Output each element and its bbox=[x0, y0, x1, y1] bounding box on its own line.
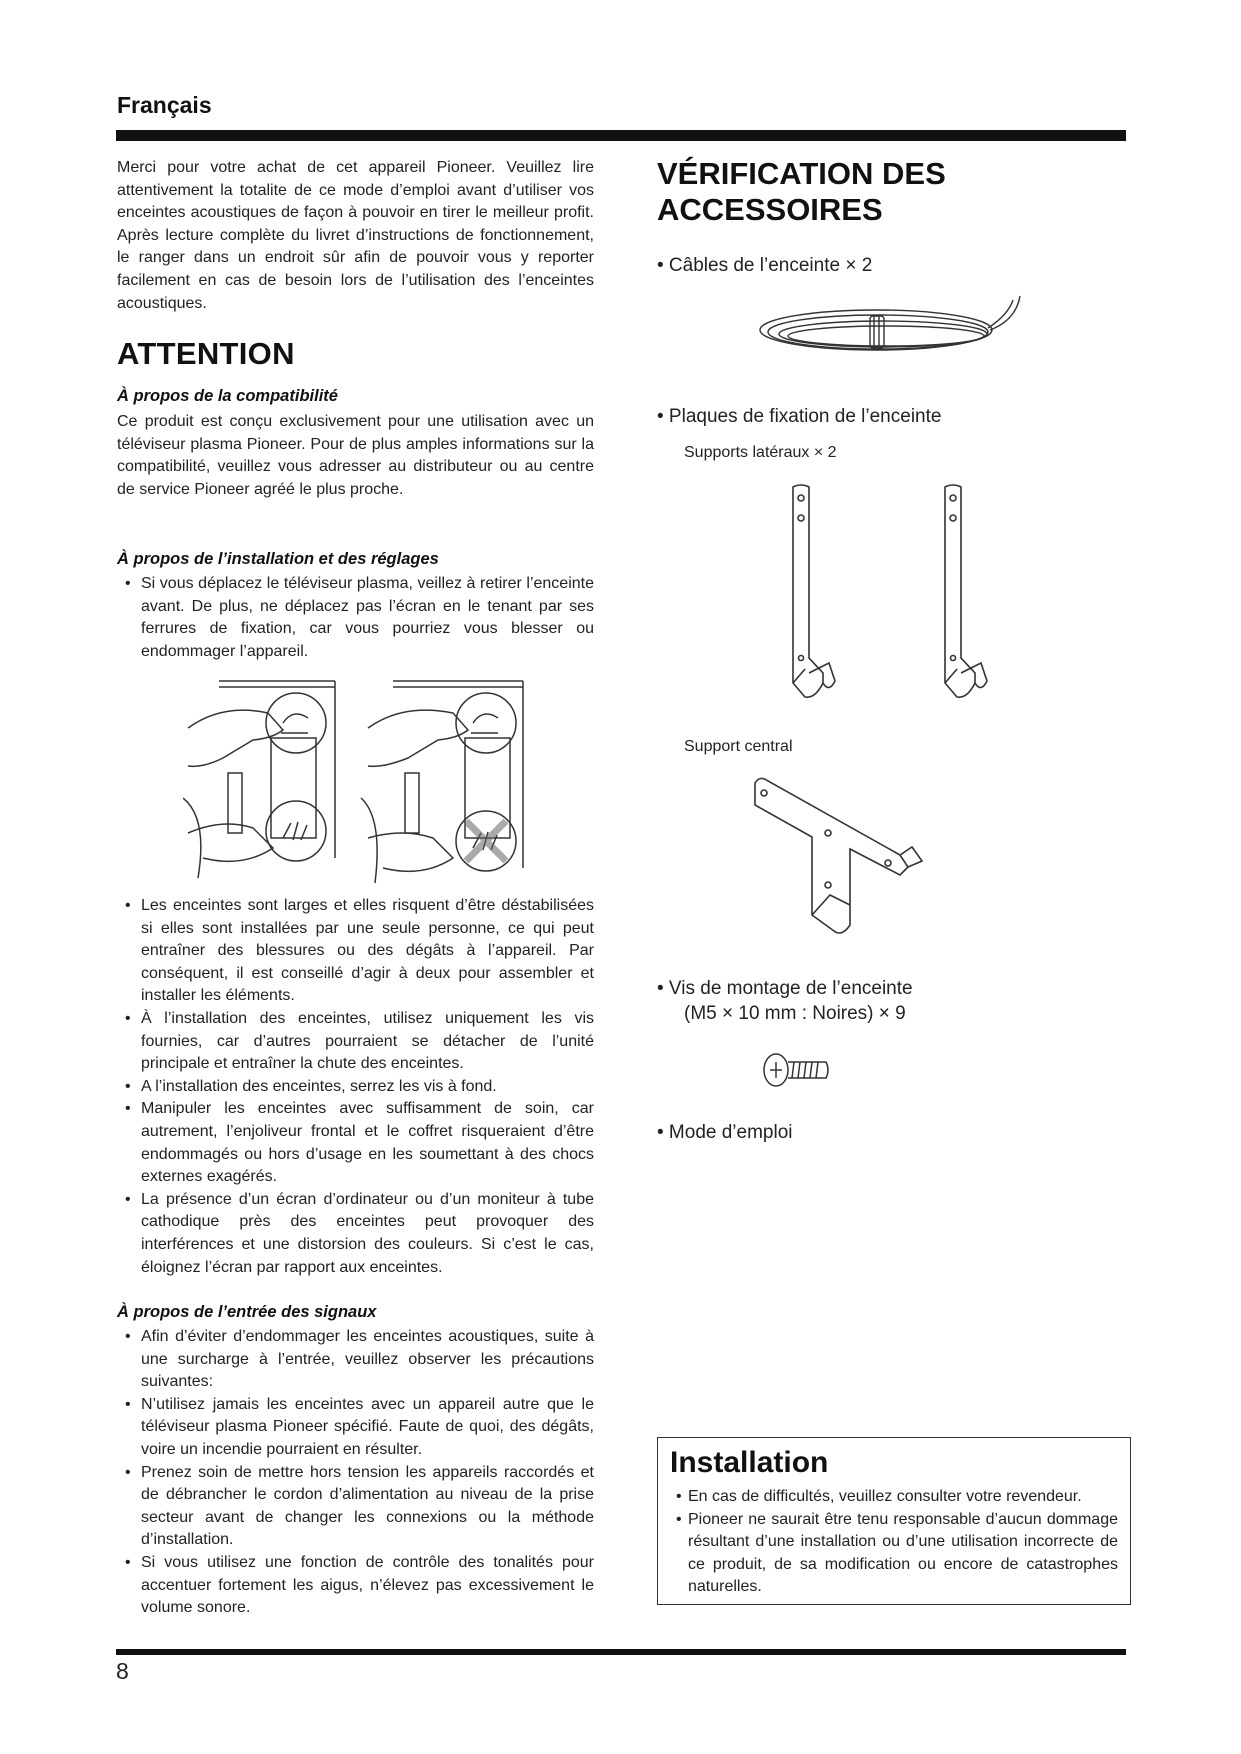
attention-bullet: • Manipuler les enceintes avec suffisamment de soin, car autrement, l’enjoliveur frontal et le coffret risqueraient d’être endommagés ou hors d’usage en les soumettant à des chocs externes exagérés. bbox=[117, 1098, 594, 1188]
intro-paragraph: Merci pour votre achat de cet appareil Pioneer. Veuillez lire attentivement la totalite de ce mode d’emploi avant d’utiliser vos enceintes acoustiques de façon à pouvoir en tirer le meilleur profit. Après lecture complète du livret d’instructions de fonctionnement, le ranger dans un endroit sûr afin de pouvoir vous y reporter facilement en cas de besoin lors de l’utilisation des l’enceintes acoustiques. bbox=[117, 159, 594, 312]
installation-bullet-list bbox=[670, 1486, 1118, 1599]
signal-bullet-list bbox=[117, 1326, 594, 1620]
install-bullet: • Si vous déplacez le téléviseur plasma, veillez à retirer l’enceinte avant. De plus, ne déplacez pas l’écran en le tenant par ses ferrures de fixation, car vous pourriez vous blesser ou endommager l’appareil. bbox=[117, 573, 594, 663]
side-support-icon bbox=[785, 483, 1005, 713]
cable-icon bbox=[758, 290, 1028, 372]
warning-cross bbox=[466, 821, 506, 861]
center-support-label: Support central bbox=[684, 738, 793, 755]
compat-paragraph: Ce produit est conçu exclusivement pour une utilisation avec un téléviseur plasma Pioneer. Pour de plus amples informations sur la compatibilité, veuillez vous adresser au distributeur ou au centre de service Pioneer agréé le plus proche. bbox=[117, 413, 594, 498]
screw-icon bbox=[762, 1050, 832, 1090]
screws-item-line2: (M5 × 10 mm : Noires) × 9 bbox=[684, 1003, 906, 1024]
plates-item: • Plaques de fixation de l’enceinte bbox=[657, 406, 942, 427]
handling-illustration bbox=[183, 678, 535, 888]
attention-bullet: • À l’installation des enceintes, utilisez uniquement les vis fournies, car d’autres pourraient se détacher de l’unité principale et entraîner la chute des enceintes. bbox=[117, 1008, 594, 1076]
top-rule bbox=[116, 130, 1126, 141]
language-header: Français bbox=[117, 92, 212, 118]
attention-bullet: • La présence d’un écran d’ordinateur ou d’un moniteur à tube cathodique près des enceintes peut provoquer des interférences et une distorsion des couleurs. Si c’est le cas, éloignez l’écran par rapport aux enceintes. bbox=[117, 1189, 594, 1279]
install-bullet-list bbox=[117, 573, 594, 663]
signal-bullet: • N’utilisez jamais les enceintes avec un appareil autre que le téléviseur plasma Pioneer spécifié. Faute de quoi, des dégâts, voire un incendie pourraient en résulter. bbox=[117, 1394, 594, 1462]
manual-item: • Mode d’emploi bbox=[657, 1122, 793, 1143]
handling-illustration-left bbox=[183, 681, 335, 878]
attention-bullet: • A l’installation des enceintes, serrez les vis à fond. bbox=[117, 1076, 594, 1099]
screws-item-line1: • Vis de montage de l’enceinte bbox=[657, 978, 913, 999]
installation-bullet: • En cas de difficultés, veuillez consulter votre revendeur. bbox=[670, 1486, 1118, 1509]
cables-item: • Câbles de l’enceinte × 2 bbox=[657, 255, 873, 276]
attention-title: ATTENTION bbox=[117, 336, 295, 371]
center-support-icon bbox=[750, 775, 930, 945]
installation-title: Installation bbox=[670, 1446, 829, 1479]
signal-bullet: • Prenez soin de mettre hors tension les appareils raccordés et de débrancher le cordon d’alimentation au niveau de la prise secteur avant de changer les connexions ou la méthode d’installation. bbox=[117, 1462, 594, 1552]
accessories-title-line2: ACCESSOIRES bbox=[657, 192, 883, 227]
signal-bullet: • Si vous utilisez une fonction de contrôle des tonalités pour accentuer fortement les aigus, n’élevez pas excessivement le volume sonore. bbox=[117, 1552, 594, 1620]
install-heading: À propos de l’installation et des réglages bbox=[117, 550, 439, 568]
signal-heading: À propos de l’entrée des signaux bbox=[117, 1303, 377, 1321]
attention-bullet: • Les enceintes sont larges et elles risquent d’être déstabilisées si elles sont installées par une seule personne, ce qui peut entraîner des blessures ou des dégâts à l’appareil. Par conséquent, il est conseillé d’agir à deux pour assembler et installer les éléments. bbox=[117, 895, 594, 1008]
attention-bullet-list bbox=[117, 895, 594, 1279]
signal-bullet: • Afin d’éviter d’endommager les enceintes acoustiques, suite à une surcharge à l’entrée, veuillez observer les précautions suivantes: bbox=[117, 1326, 594, 1394]
installation-bullet: • Pioneer ne saurait être tenu responsable d’aucun dommage résultant d’une installation ou d’une utilisation incorrecte de ce produit, de sa modification ou encore de catastrophes naturelles. bbox=[670, 1509, 1118, 1599]
bottom-rule bbox=[116, 1649, 1126, 1655]
installation-box bbox=[657, 1437, 1131, 1605]
accessories-title-line1: VÉRIFICATION DES bbox=[657, 156, 946, 191]
side-supports-label: Supports latéraux × 2 bbox=[684, 444, 837, 461]
page-number: 8 bbox=[116, 1658, 129, 1684]
compat-heading: À propos de la compatibilité bbox=[117, 387, 338, 405]
